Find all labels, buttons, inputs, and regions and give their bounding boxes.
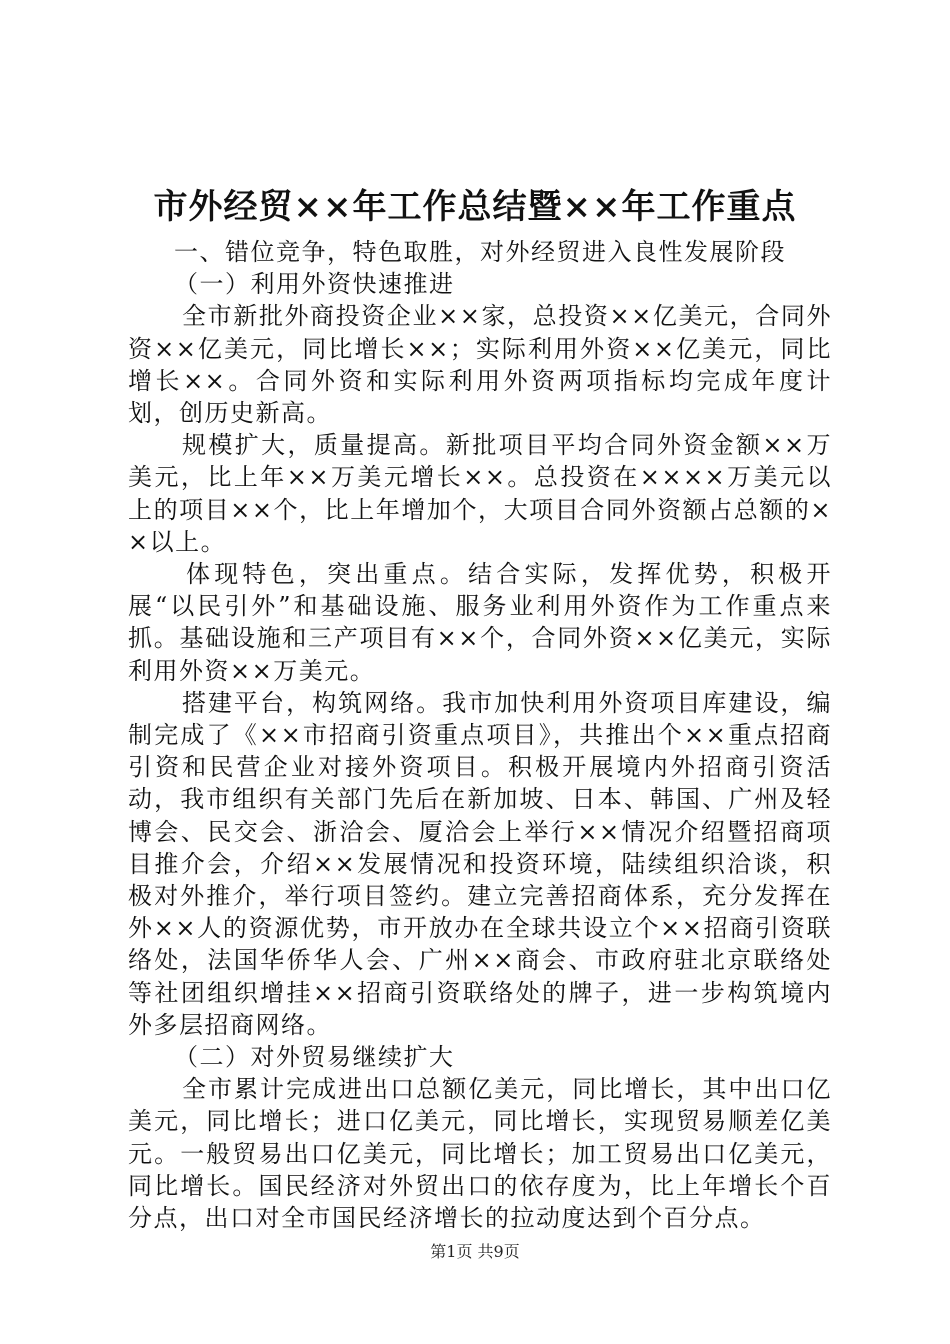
subsection-heading-1: （一）利用外资快速推进 [174,270,455,299]
subsection-heading-2: （二）对外贸易继续扩大 [174,1043,455,1072]
page-indicator: 第1页 共9页 [430,1242,520,1261]
paragraph: 搭建平台，构筑网络。我市加快利用外资项目库建设，编制完成了《××市招商引资重点项目》，共推出个××重点招商引资和民营企业对接外资项目。积极开展境内外招商引资活动，我市组织有关部门先后在新加坡、日本、韩国、广州及轻博会、民交会、浙洽会、厦洽会上举行××情况介绍暨招商项目推介会，介绍××发展情况和投资环境，陆续组织洽谈，积极对外推介，举行项目签约。建立完善招商体系，充分发挥在外××人的资源优势，市开放办在全球共设立个××招商引资联络处，法国华侨华人会、广州××商会、市政府驻北京联络处等社团组织增挂××招商引资联络处的牌子，进一步构筑境内外多层招商网络。 [128,688,832,1039]
paragraph: 全市新批外商投资企业××家，总投资××亿美元，合同外资××亿美元，同比增长××；实际利用外资××亿美元，同比增长××。合同外资和实际利用外资两项指标均完成年度计划，创历史新高。 [128,302,832,428]
document-title: 市外经贸××年工作总结暨××年工作重点 [153,187,797,227]
paragraph: 全市累计完成进出口总额亿美元，同比增长，其中出口亿美元，同比增长；进口亿美元，同比增长，实现贸易顺差亿美元。一般贸易出口亿美元，同比增长；加工贸易出口亿美元，同比增长。国民经济对外贸出口的依存度为，比上年增长个百分点，出口对全市国民经济增长的拉动度达到个百分点。 [128,1075,832,1233]
document-body [128,236,832,1234]
paragraph: 体现特色，突出重点。结合实际，发挥优势，积极开展“以民引外”和基础设施、服务业利用外资作为工作重点来抓。基础设施和三产项目有××个，合同外资××亿美元，实际利用外资××万美元。 [128,560,832,685]
section-heading-1: 一、错位竞争，特色取胜，对外经贸进入良性发展阶段 [174,238,786,266]
paragraph: 规模扩大，质量提高。新批项目平均合同外资金额××万美元，比上年××万美元增长××。总投资在××××万美元以上的项目××个，比上年增加个，大项目合同外资额占总额的××以上。 [128,431,832,556]
